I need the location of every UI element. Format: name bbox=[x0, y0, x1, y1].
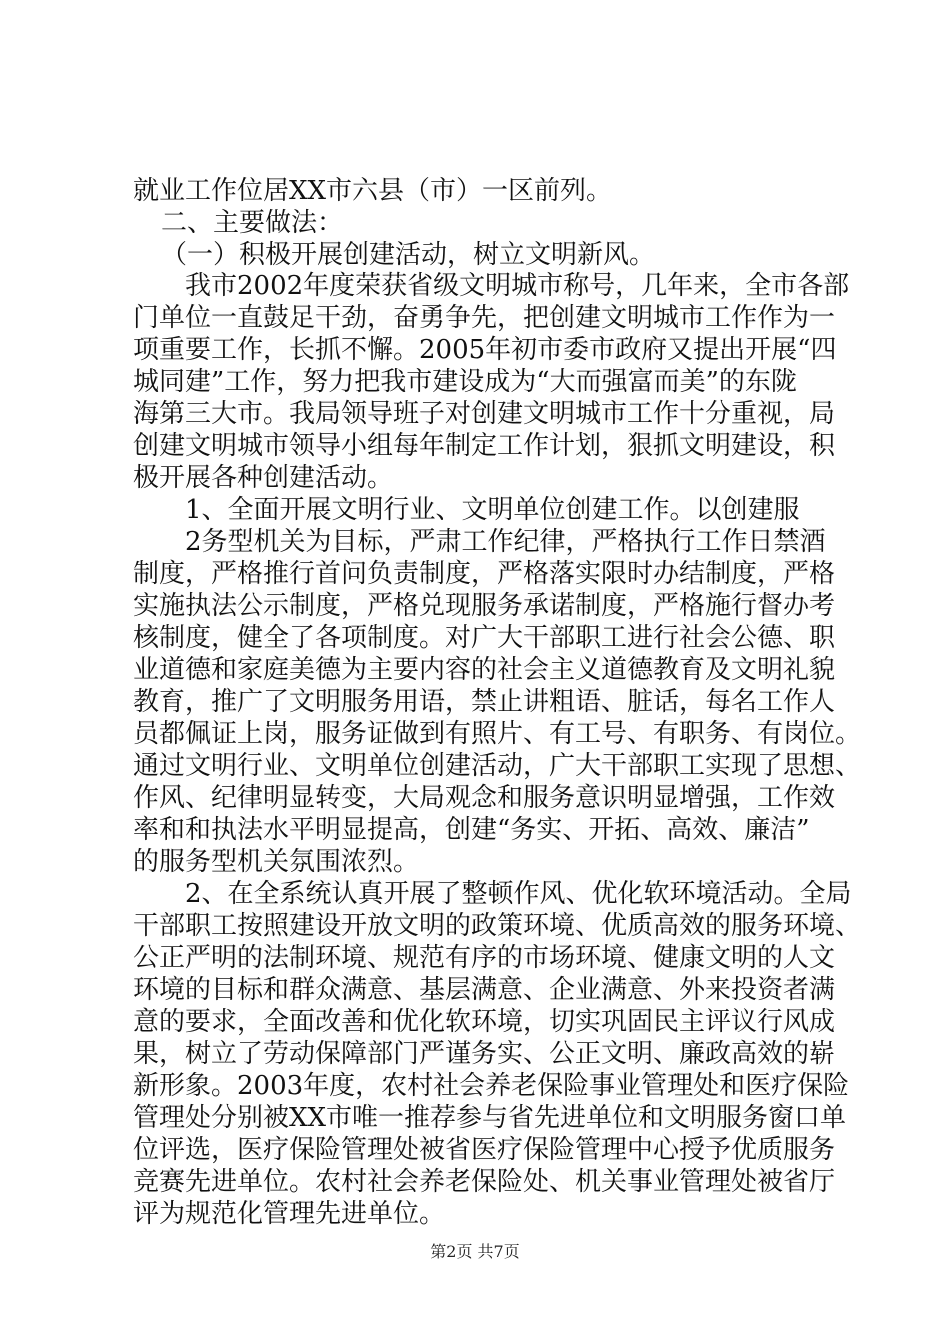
text-line: 果，树立了劳动保障部门严谨务实、公正文明、廉政高效的崭 bbox=[133, 1039, 836, 1069]
text-line: 公正严明的法制环境、规范有序的市场环境、健康文明的人文 bbox=[133, 943, 836, 973]
text-line: 员都佩证上岗，服务证做到有照片、有工号、有职务、有岗位。 bbox=[133, 719, 862, 749]
text-line: 2务型机关为目标，严肃工作纪律，严格执行工作日禁酒 bbox=[185, 527, 826, 557]
text-line: 我市2002年度荣获省级文明城市称号，几年来，全市各部 bbox=[185, 271, 850, 301]
text-line: 海第三大市。我局领导班子对创建文明城市工作十分重视，局 bbox=[133, 399, 836, 429]
text-line: 环境的目标和群众满意、基层满意、企业满意、外来投资者满 bbox=[133, 975, 836, 1005]
text-line: 管理处分别被XX市唯一推荐参与省先进单位和文明服务窗口单 bbox=[133, 1103, 847, 1133]
text-line: 的服务型机关氛围浓烈。 bbox=[133, 847, 420, 877]
text-line: 教育，推广了文明服务用语，禁止讲粗语、脏话，每名工作人 bbox=[133, 687, 836, 717]
page-number-footer: 第2页 共7页 bbox=[430, 1242, 520, 1261]
text-line: 1、全面开展文明行业、文明单位创建工作。以创建服 bbox=[185, 495, 800, 525]
text-line: 新形象。2003年度，农村社会养老保险事业管理处和医疗保险 bbox=[133, 1071, 850, 1101]
text-line: 干部职工按照建设开放文明的政策环境、优质高效的服务环境、 bbox=[133, 911, 862, 941]
text-line: 通过文明行业、文明单位创建活动，广大干部职工实现了思想、 bbox=[133, 751, 862, 781]
text-line: 2、在全系统认真开展了整顿作风、优化软环境活动。全局 bbox=[185, 879, 852, 909]
text-line: 门单位一直鼓足干劲，奋勇争先，把创建文明城市工作作为一 bbox=[133, 303, 836, 333]
text-line: 制度，严格推行首问负责制度，严格落实限时办结制度，严格 bbox=[133, 559, 836, 589]
text-line: 极开展各种创建活动。 bbox=[133, 463, 394, 493]
text-line: 核制度，健全了各项制度。对广大干部职工进行社会公德、职 bbox=[133, 623, 836, 653]
text-line: 业道德和家庭美德为主要内容的社会主义道德教育及文明礼貌 bbox=[133, 655, 836, 685]
text-line: 位评选，医疗保险管理处被省医疗保险管理中心授予优质服务 bbox=[133, 1135, 836, 1165]
text-line: 就业工作位居XX市六县（市）一区前列。 bbox=[133, 176, 613, 206]
text-line: 意的要求，全面改善和优化软环境，切实巩固民主评议行风成 bbox=[133, 1007, 836, 1037]
text-line: 率和和执法水平明显提高，创建“务实、开拓、高效、廉洁” bbox=[133, 815, 810, 845]
text-line: 评为规范化管理先进单位。 bbox=[133, 1199, 446, 1229]
text-line: 创建文明城市领导小组每年制定工作计划，狠抓文明建设，积 bbox=[133, 431, 836, 461]
subsection-heading: （一）积极开展创建活动，树立文明新风。 bbox=[161, 240, 656, 270]
text-line: 实施执法公示制度，严格兑现服务承诺制度，严格施行督办考 bbox=[133, 591, 836, 621]
text-line: 竞赛先进单位。农村社会养老保险处、机关事业管理处被省厅 bbox=[133, 1167, 836, 1197]
text-line: 项重要工作，长抓不懈。2005年初市委市政府又提出开展“四 bbox=[133, 335, 837, 365]
section-heading: 二、主要做法： bbox=[161, 208, 344, 238]
text-line: 城同建”工作，努力把我市建设成为“大而强富而美”的东陇 bbox=[133, 367, 797, 397]
text-line: 作风、纪律明显转变，大局观念和服务意识明显增强，工作效 bbox=[133, 783, 836, 813]
